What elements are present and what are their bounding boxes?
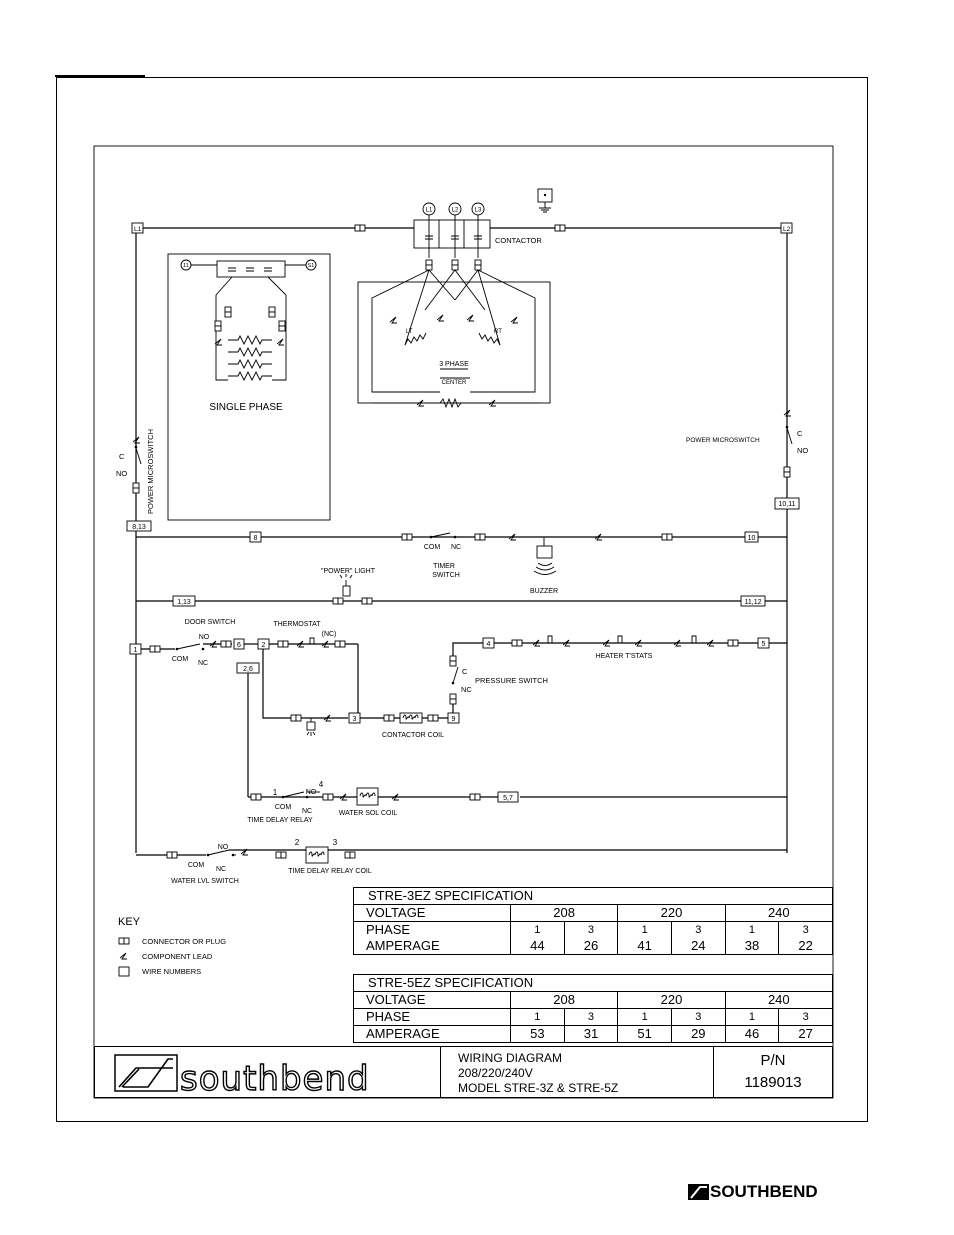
thermostat-nc-label: (NC) <box>321 631 337 638</box>
title-block-logo-cell <box>95 1047 441 1097</box>
footer-brand <box>688 1182 870 1202</box>
stre-3ez-spec-table <box>353 887 833 955</box>
door-nc-label: NC <box>197 660 209 667</box>
spec5-voltage: 240 <box>725 992 832 1009</box>
time-delay-relay-coil-label: TIME DELAY RELAY COIL <box>288 868 372 875</box>
wire-11-12-label: 11,12 <box>744 599 762 606</box>
spec3-amp: 38 <box>725 938 779 955</box>
buzzer-label: BUZZER <box>530 588 558 595</box>
spec3-amp: 24 <box>671 938 725 955</box>
time-delay-relay-label: TIME DELAY RELAY <box>247 817 313 824</box>
spec3-amp: 41 <box>618 938 672 955</box>
spec5-amp: 51 <box>618 1026 672 1043</box>
spec3-phase: 3 <box>564 922 618 939</box>
left-c-label: C <box>119 452 125 461</box>
southbend-mark-icon <box>688 1182 710 1202</box>
wire-5-7-label: 5,7 <box>503 795 513 802</box>
lvl-no-label: NO <box>217 844 229 851</box>
timer-label-2: SWITCH <box>432 572 460 579</box>
contactor-l1-label: L1 <box>425 207 433 214</box>
terminal-l1-label: L1 <box>134 226 142 233</box>
relay-1-label: 1 <box>272 788 278 797</box>
connector-icon <box>355 225 365 231</box>
title-block <box>94 1046 833 1098</box>
spec3-phase: 3 <box>671 922 725 939</box>
timer-com-label: COM <box>423 544 441 551</box>
heater-tstat-icon <box>614 636 626 643</box>
coil-2-label: 2 <box>294 838 300 847</box>
pressure-c-label: C <box>462 667 468 676</box>
wire-4-label: 4 <box>486 641 491 648</box>
water-sol-coil-icon <box>357 788 378 805</box>
contactor-l2-label: L2 <box>451 207 459 214</box>
spec3-amp: 44 <box>511 938 565 955</box>
key-title: KEY <box>118 916 141 928</box>
wire-10-11-label: 10,11 <box>778 501 796 508</box>
single-phase-heater <box>168 254 330 520</box>
coil-3-label: 3 <box>332 838 338 847</box>
three-phase-heater <box>358 270 550 407</box>
door-no-label: NO <box>198 634 210 641</box>
thermostat-label: THERMOSTAT <box>273 621 321 628</box>
key-connector-label: CONNECTOR OR PLUG <box>142 937 227 946</box>
left-no-label: NO <box>116 469 128 478</box>
ground-icon <box>538 189 552 212</box>
drawing-voltage: 208/220/240V <box>458 1066 533 1080</box>
relay-no-label: NO <box>305 789 317 796</box>
key-wire-label: WIRE NUMBERS <box>142 967 202 976</box>
power-microswitch-left-label: POWER MICROSWITCH <box>146 429 155 514</box>
timer-label-1: TIMER <box>433 563 455 570</box>
spec3-voltage: 220 <box>618 905 725 922</box>
terminal-s1-label: S1 <box>307 263 315 269</box>
spec3-phase: 1 <box>725 922 779 939</box>
lamp-icon <box>307 722 315 730</box>
rt-label: RT <box>494 329 502 335</box>
power-light-icon <box>343 586 350 596</box>
wire-2-6-label: 2,6 <box>243 666 253 673</box>
spec5-amp: 31 <box>564 1026 618 1043</box>
lvl-com-label: COM <box>187 862 205 869</box>
spec3-voltage-label: VOLTAGE <box>354 905 511 922</box>
part-number-value: 1189013 <box>744 1074 802 1091</box>
relay-4-label: 4 <box>318 780 324 789</box>
center-label: CENTER <box>441 380 467 386</box>
spec5-phase: 1 <box>511 1009 565 1026</box>
spec3-voltage: 208 <box>511 905 618 922</box>
relay-nc-label: NC <box>301 808 313 815</box>
relay-com-label: COM <box>274 804 292 811</box>
spec5-phase: 3 <box>779 1009 833 1026</box>
spec5-phase: 1 <box>725 1009 779 1026</box>
wire-9-label: 9 <box>451 716 456 723</box>
single-phase-label: SINGLE PHASE <box>209 402 283 413</box>
contactor-label: CONTACTOR <box>495 236 542 245</box>
lt-label: LT <box>406 329 413 335</box>
wire-5-label: 5 <box>761 641 766 648</box>
spec5-phase: 3 <box>564 1009 618 1026</box>
spec5-phase: 1 <box>618 1009 672 1026</box>
connector-icon <box>133 483 139 493</box>
pressure-switch-label: PRESSURE SWITCH <box>475 676 548 685</box>
power-microswitch-right-label: POWER MICROSWITCH <box>686 437 760 444</box>
wire-1-label: 1 <box>133 647 138 654</box>
spec3-voltage: 240 <box>725 905 832 922</box>
contactor <box>414 203 542 270</box>
spec3-phase: 1 <box>511 922 565 939</box>
spec5-voltage-label: VOLTAGE <box>354 992 511 1009</box>
southbend-wordmark: southbend <box>180 1059 370 1099</box>
spec3-phase-label: PHASE <box>354 922 511 939</box>
spec5-amp: 27 <box>779 1026 833 1043</box>
buzzer-icon <box>537 546 552 558</box>
door-switch-label: DOOR SWITCH <box>184 619 236 626</box>
legend <box>118 916 226 976</box>
connector-icon <box>784 467 790 477</box>
thermostat-icon <box>306 638 318 644</box>
wire-6-label: 6 <box>237 642 241 649</box>
spec5-amp-label: AMPERAGE <box>354 1026 511 1043</box>
title-block-description <box>440 1047 714 1097</box>
spec5-amp: 29 <box>671 1026 725 1043</box>
terminal-l2-label: L2 <box>783 226 791 233</box>
spec5-amp: 46 <box>725 1026 779 1043</box>
spec5-phase: 3 <box>671 1009 725 1026</box>
timer-nc-label: NC <box>450 544 462 551</box>
terminal-11-label: 11 <box>183 263 189 269</box>
spec3-amp: 22 <box>779 938 833 955</box>
key-lead-label: COMPONENT LEAD <box>142 952 213 961</box>
spec3-phase: 1 <box>618 922 672 939</box>
wire-8-label: 8 <box>253 535 258 542</box>
contactor-l3-label: L3 <box>474 207 482 214</box>
power-light-label: "POWER" LIGHT <box>321 568 375 575</box>
spec5-voltage: 220 <box>618 992 725 1009</box>
right-no-label: NO <box>797 446 809 455</box>
spec3-amp: 26 <box>564 938 618 955</box>
heater-tstats-label: HEATER T'STATS <box>595 653 653 660</box>
spec5-phase-label: PHASE <box>354 1009 511 1026</box>
part-number-label: P/N <box>760 1052 786 1069</box>
stre-5ez-spec-table <box>353 974 833 1043</box>
spec5-amp: 53 <box>511 1026 565 1043</box>
spec3-title: STRE-3EZ SPECIFICATION <box>354 888 833 905</box>
footer-brand-text: SOUTHBEND <box>710 1182 818 1201</box>
wire-8-13-label: 8,13 <box>132 524 146 531</box>
wire-2-label: 2 <box>261 642 266 649</box>
three-phase-label: 3 PHASE <box>439 361 469 368</box>
heater-tstat-icon <box>544 636 556 643</box>
part-number-cell <box>714 1047 832 1097</box>
spec5-title: STRE-5EZ SPECIFICATION <box>354 975 833 992</box>
water-sol-coil-label: WATER SOL COIL <box>338 810 398 817</box>
heater-tstat-icon <box>688 636 700 643</box>
spec3-amp-label: AMPERAGE <box>354 938 511 955</box>
spec3-phase: 3 <box>779 922 833 939</box>
lvl-nc-label: NC <box>215 866 227 873</box>
water-lvl-switch-label: WATER LVL SWITCH <box>171 878 239 885</box>
spec5-voltage: 208 <box>511 992 618 1009</box>
right-c-label: C <box>797 429 803 438</box>
connector-icon <box>555 225 565 231</box>
door-com-label: COM <box>171 656 189 663</box>
drawing-model: MODEL STRE-3Z & STRE-5Z <box>458 1081 619 1095</box>
contactor-coil-label: CONTACTOR COIL <box>382 732 444 739</box>
wire-3-label: 3 <box>352 716 357 723</box>
wire-10-label: 10 <box>747 535 756 542</box>
drawing-title: WIRING DIAGRAM <box>458 1051 562 1065</box>
wire-1-13-label: 1,13 <box>177 599 191 606</box>
pressure-nc-label: NC <box>461 685 472 694</box>
